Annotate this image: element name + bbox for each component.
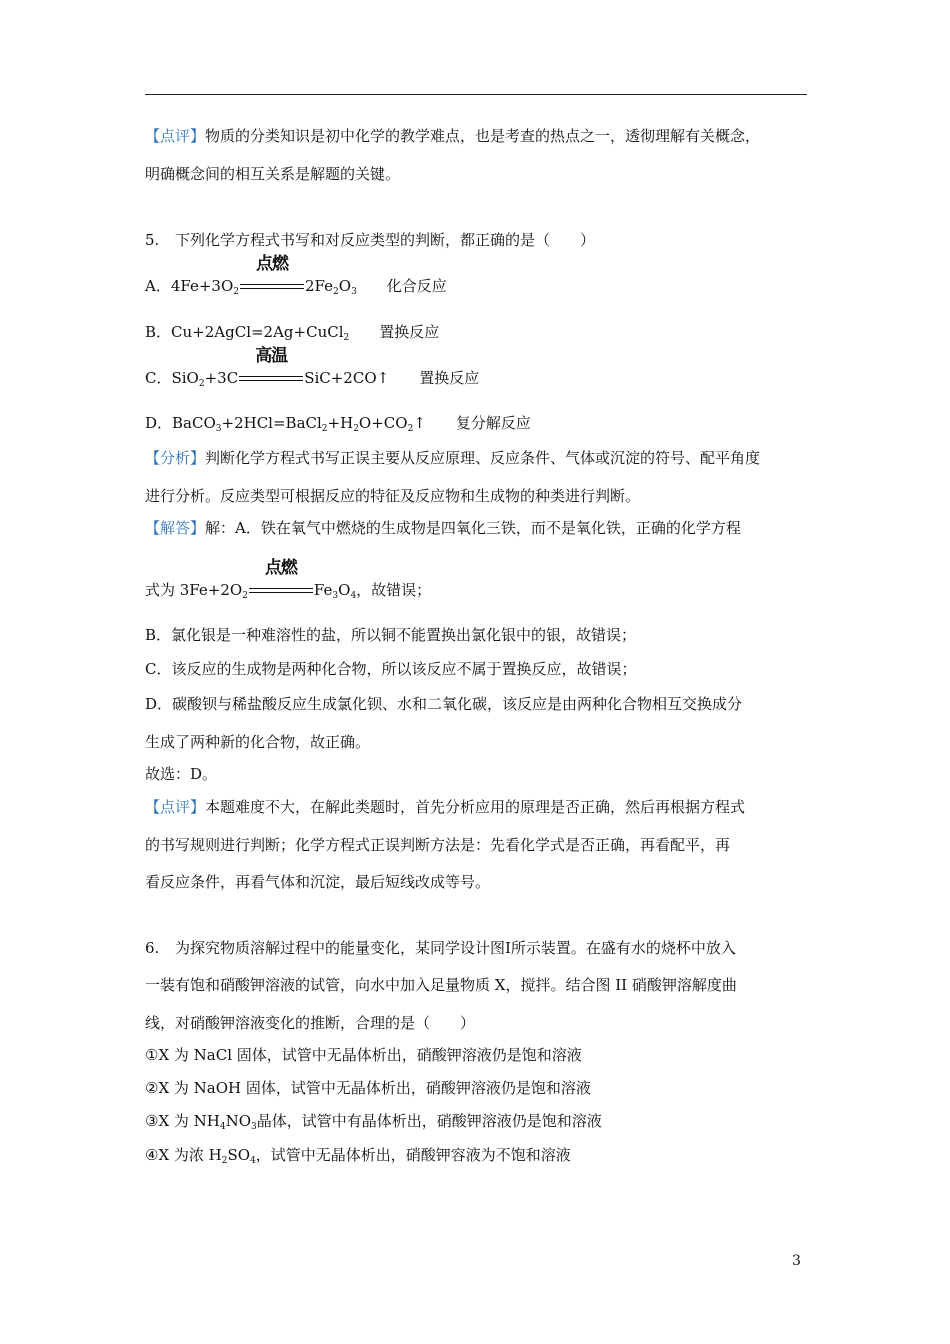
analysis-tag: 【分析】 [145,449,206,467]
question6-line2: 一装有饱和硝酸钾溶液的试管，向水中加入足量物质 X，搅拌。结合图 II 硝酸钾溶解度曲 [145,976,737,994]
solution-line-d1: D．碳酸钡与稀盐酸反应生成氯化钡、水和二氧化碳，该反应是由两种化合物相互交换成分 [145,695,743,713]
option-b-equation: Cu+2AgCl=2Ag+CuCl$_2$ [171,323,350,343]
solution-tag: 【解答】 [145,519,206,537]
solution-line-c: C．该反应的生成物是两种化合物，所以该反应不属于置换反应，故错误； [145,660,637,678]
option-a-type: 化合反应 [386,277,447,295]
question6-line1: 6. 为探究物质溶解过程中的能量变化，某同学设计图Ⅰ所示装置。在盛有水的烧杯中放入 [145,939,736,957]
analysis-line1: 【分析】判断化学方程式书写正误主要从反应原理、反应条件、气体或沉淀的符号、配平角度 [145,449,761,467]
option-d: D．$BaCO_3+2HCl=BaCl_2+H_2O+CO_2↑$ 复分解反应 [145,414,531,434]
reaction-condition-arrow: 点燃 [249,580,313,600]
review-tag: 【点评】 [145,127,206,145]
option-a-equation: $4Fe+3O_2$ 点燃 $2Fe_2O_3$ [170,254,357,297]
option-d-equation: $BaCO_3+2HCl=BaCl_2+H_2O+CO_2↑$ [172,414,426,434]
option-c-type: 置换反应 [419,369,480,387]
q6-item-4: ④X 为浓 $H_2SO_4$，试管中无晶体析出，硝酸钾容液为不饱和溶液 [145,1146,571,1166]
option-d-type: 复分解反应 [455,414,531,432]
q6-item-3: ③X 为 $NH_4NO_3$晶体，试管中有晶体析出，硝酸钾溶液仍是饱和溶液 [145,1112,602,1132]
option-b: B．Cu+2AgCl=2Ag+CuCl$_2$ 置换反应 [145,323,440,343]
header-rule [145,94,807,95]
option-a: A．$4Fe+3O_2$ 点燃 $2Fe_2O_3$ 化合反应 [145,254,447,297]
question-number: 5. [145,231,160,249]
solution-line-b: B．氯化银是一种难溶性的盐，所以铜不能置换出氯化银中的银，故错误； [145,626,637,644]
option-c-equation: SiO$_2$+3C 高温 SiC+2CO↑ [171,346,390,389]
solution-line-d2: 生成了两种新的化合物，故正确。 [145,733,371,751]
q6-item-1: ①X 为 NaCl 固体，试管中无晶体析出，硝酸钾溶液仍是饱和溶液 [145,1046,582,1064]
reaction-condition-arrow: 高温 [239,368,303,388]
review1-line1: 【点评】物质的分类知识是初中化学的教学难点，也是考查的热点之一，透彻理解有关概念， [145,127,761,145]
review-tag: 【点评】 [145,798,206,816]
solution-line1: 【解答】解：A．铁在氧气中燃烧的生成物是四氧化三铁，而不是氧化铁，正确的化学方程 [145,519,741,537]
review2-line1: 【点评】本题难度不大，在解此类题时，首先分析应用的原理是否正确，然后再根据方程式 [145,798,746,816]
question5-stem: 5. 下列化学方程式书写和对反应类型的判断，都正确的是（ ） [145,231,596,249]
question6-line3: 线，对硝酸钾溶液变化的推断，合理的是（ ） [145,1014,476,1032]
solution-line2: 式为 $3Fe+2O_2$ 点燃 $Fe_3O_4$，故错误； [145,558,432,601]
reaction-condition-arrow: 点燃 [240,276,304,296]
question-number: 6. [145,939,160,957]
page-number: 3 [792,1253,801,1269]
option-c: C．SiO$_2$+3C 高温 SiC+2CO↑ 置换反应 [145,346,480,389]
solution-choice: 故选：D。 [145,765,218,783]
option-b-type: 置换反应 [379,323,440,341]
review2-line2: 的书写规则进行判断；化学方程式正误判断方法是：先看化学式是否正确，再看配平，再 [145,836,731,854]
review1-line2: 明确概念间的相互关系是解题的关键。 [145,165,401,183]
q6-item-2: ②X 为 NaOH 固体，试管中无晶体析出，硝酸钾溶液仍是饱和溶液 [145,1079,591,1097]
analysis-line2: 进行分析。反应类型可根据反应的特征及反应物和生成物的种类进行判断。 [145,487,641,505]
review2-line3: 看反应条件，再看气体和沉淀，最后短线改成等号。 [145,873,491,891]
